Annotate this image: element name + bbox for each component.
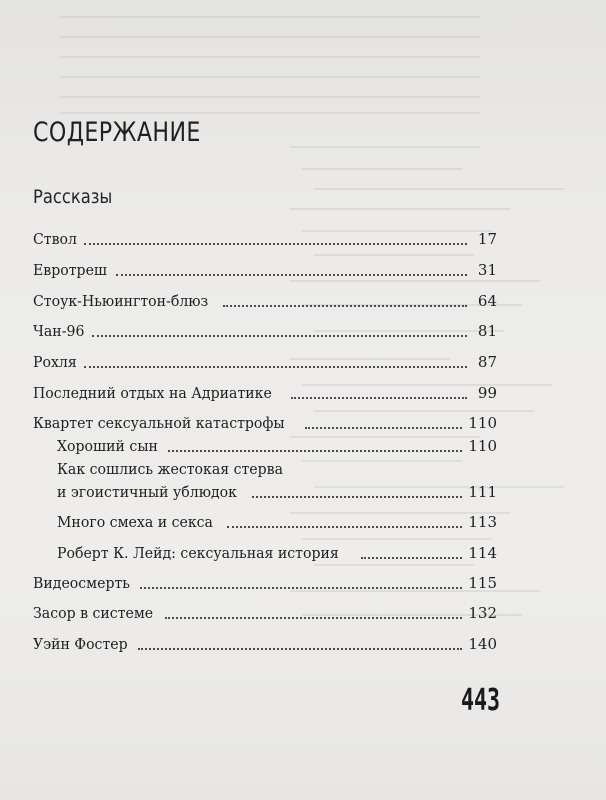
dot-leader bbox=[252, 494, 462, 498]
toc-subentry bbox=[57, 540, 497, 562]
toc-entry bbox=[33, 380, 497, 402]
toc-entry-page: 99 bbox=[477, 384, 497, 402]
toc-entry-page: 110 bbox=[468, 414, 497, 432]
toc-entry-title: и эгоистичный ублюдок bbox=[57, 483, 237, 501]
dot-leader bbox=[138, 646, 463, 650]
dot-leader bbox=[165, 615, 463, 619]
toc-entry-title: Хороший сын bbox=[57, 437, 158, 455]
toc-subentry bbox=[57, 433, 497, 455]
toc-entry-page: 132 bbox=[468, 604, 497, 622]
toc-entry-page: 87 bbox=[477, 353, 497, 371]
toc-entry-title: Как сошлись жестокая стерва bbox=[57, 460, 284, 478]
dot-leader bbox=[92, 333, 467, 337]
dot-leader bbox=[223, 303, 467, 307]
dot-leader bbox=[84, 241, 467, 245]
toc-entry bbox=[33, 257, 497, 279]
toc-entry-title: Видеосмерть bbox=[33, 574, 130, 592]
toc-entry-title: Евротреш bbox=[33, 261, 108, 279]
toc-entry-title: Роберт К. Лейд: сексуальная история bbox=[57, 544, 339, 562]
toc-entry-title: Чан-96 bbox=[33, 322, 85, 340]
dot-leader bbox=[84, 364, 467, 368]
toc-entry-title: Рохля bbox=[33, 353, 77, 371]
toc-entry bbox=[33, 600, 497, 622]
toc-entry-page: 140 bbox=[468, 635, 497, 653]
toc-entry bbox=[33, 318, 497, 340]
page-title: СОДЕРЖАНИЕ bbox=[33, 117, 201, 148]
toc-entry-title: Засор в системе bbox=[33, 604, 154, 622]
dot-leader bbox=[361, 555, 463, 559]
toc-subentry bbox=[57, 509, 497, 531]
toc-entry bbox=[33, 570, 497, 592]
toc-entry-title: Много смеха и секса bbox=[57, 513, 213, 531]
toc-entry-page: 115 bbox=[468, 574, 497, 592]
dot-leader bbox=[227, 524, 462, 528]
toc-entry-page: 113 bbox=[468, 513, 497, 531]
toc-entry bbox=[33, 288, 497, 310]
toc-entry bbox=[33, 349, 497, 371]
dot-leader bbox=[140, 585, 462, 589]
toc-subentry bbox=[57, 479, 497, 501]
toc-subentry-first-line bbox=[57, 460, 497, 478]
dot-leader bbox=[116, 272, 467, 276]
page-number: 443 bbox=[461, 683, 501, 718]
toc-entry-page: 64 bbox=[477, 292, 497, 310]
toc-entry-page: 17 bbox=[477, 230, 497, 248]
dot-leader bbox=[168, 448, 462, 452]
toc-entry-page: 111 bbox=[468, 483, 497, 501]
toc-entry bbox=[33, 410, 497, 432]
toc-entry bbox=[33, 631, 497, 653]
toc-entry-page: 31 bbox=[477, 261, 497, 279]
toc-entry-title: Стоук-Ньюингтон-блюз bbox=[33, 292, 209, 310]
toc-entry-title: Уэйн Фостер bbox=[33, 635, 128, 653]
toc-entry-title: Ствол bbox=[33, 230, 77, 248]
toc-entry-page: 114 bbox=[468, 544, 497, 562]
toc-entry-title: Квартет сексуальной катастрофы bbox=[33, 414, 285, 432]
toc-entry-page: 110 bbox=[468, 437, 497, 455]
section-heading: Рассказы bbox=[33, 186, 113, 208]
dot-leader bbox=[291, 395, 467, 399]
toc-entry-page: 81 bbox=[477, 322, 497, 340]
dot-leader bbox=[305, 425, 463, 429]
toc-entry bbox=[33, 226, 497, 248]
toc-entry-title: Последний отдых на Адриатике bbox=[33, 384, 272, 402]
